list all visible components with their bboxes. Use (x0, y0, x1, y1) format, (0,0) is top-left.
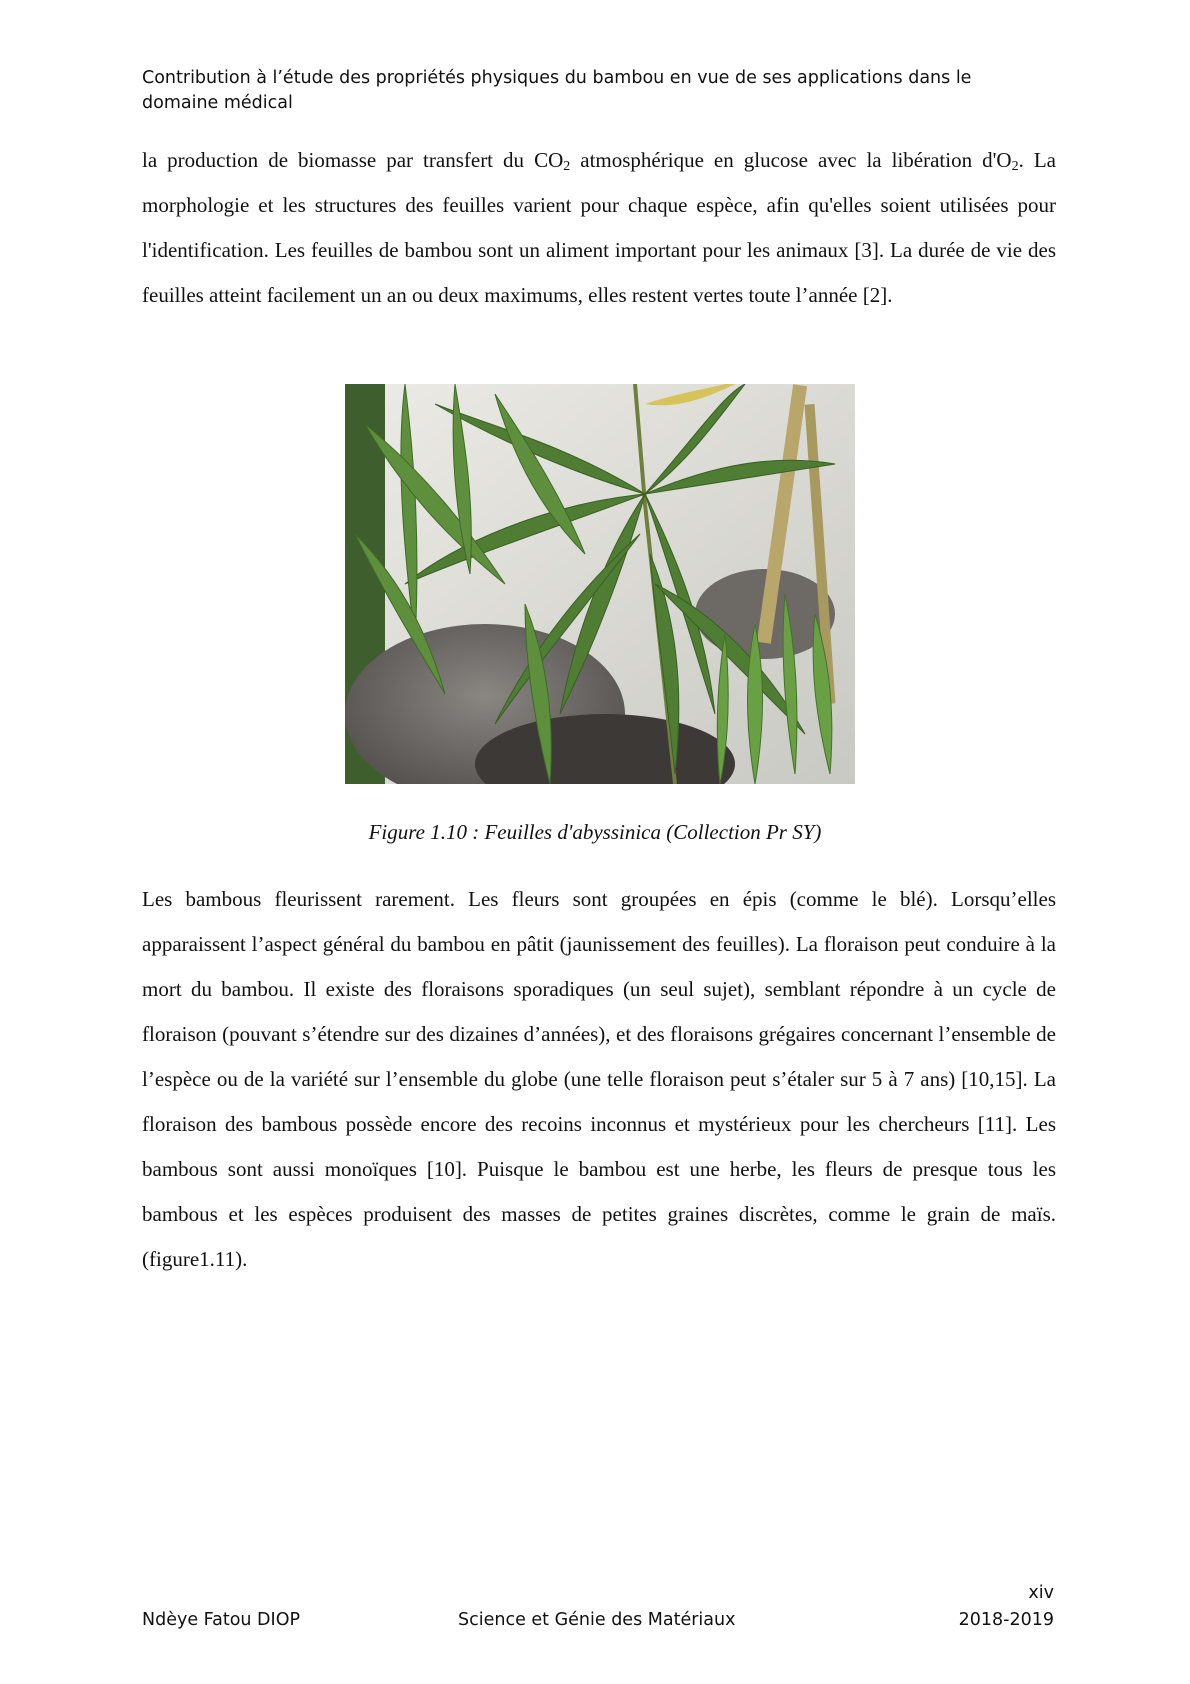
paragraph-leaves (142, 138, 1056, 318)
figure-caption: Figure 1.10 : Feuilles d'abyssinica (Collection Pr SY) (368, 820, 822, 844)
running-header-line-2: domaine médical (142, 93, 293, 113)
footer-author: Ndèye Fatou DIOP (142, 1610, 301, 1630)
footer-year: 2018-2019 (958, 1610, 1054, 1630)
footer-program: Science et Génie des Matériaux (458, 1610, 736, 1630)
bamboo-leaves-illustration (345, 384, 855, 784)
paragraph-leaves-part-b: atmosphérique en glucose avec la libération d'O (570, 148, 1012, 172)
paragraph-leaves-part-c: . La morphologie et les structures des feuilles varient pour chaque espèce, afin qu'elles soient utilisées pour l'identification. Les feuilles de bambou sont un aliment important pour les animaux [3]. La durée de vie des feuilles atteint facilement un an ou deux maximums, elles restent vertes toute l’année [2]. (142, 148, 1057, 307)
running-header (142, 66, 1042, 116)
page-number: xiv (1028, 1583, 1054, 1603)
bamboo-leaves-photo (345, 384, 855, 784)
paragraph-flowering: Les bambous fleurissent rarement. Les fleurs sont groupées en épis (comme le blé). Lorsqu’elles apparaissent l’aspect général du bambou en pâtit (jaunissement des feuilles). La floraison peut conduire à la mort du bambou. Il existe des floraisons sporadiques (un seul sujet), semblant répondre à un cycle de floraison (pouvant s’étendre sur des dizaines d’années), et des floraisons grégaires concernant l’ensemble de l’espèce ou de la variété sur l’ensemble du globe (une telle floraison peut s’étaler sur 5 à 7 ans) [10,15]. La floraison des bambous possède encore des recoins inconnus et mystérieux pour les chercheurs [11]. Les bambous sont aussi monoïques [10]. Puisque le bambou est une herbe, les fleurs de presque tous les bambous et les espèces produisent des masses de petites graines discrètes, comme le grain de maïs. (figure1.11). (142, 887, 1056, 1271)
running-header-line-1: Contribution à l’étude des propriétés physiques du bambou en vue de ses applications dans le (142, 68, 972, 88)
paragraph-leaves-part-a: la production de biomasse par transfert du CO (142, 148, 564, 172)
co2-subscript: 2 (563, 159, 571, 174)
o2-subscript: 2 (1011, 159, 1019, 174)
